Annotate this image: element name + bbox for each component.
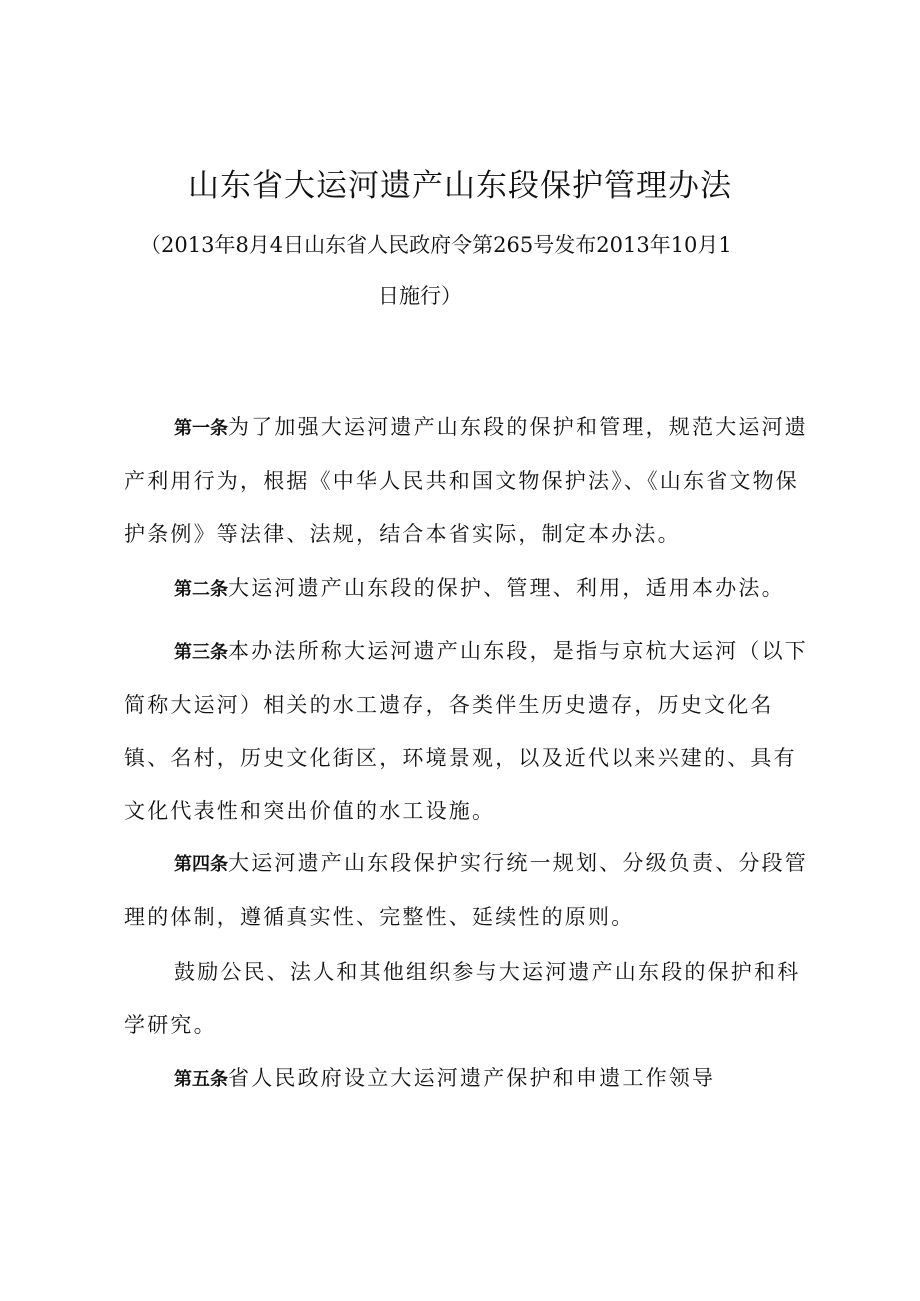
article-text: 大运河遗产山东段的保护、管理、利用，适用本办法。	[228, 576, 785, 600]
article-number: 第四条	[174, 854, 228, 875]
subtitle-line-2: 日施行）	[378, 284, 462, 308]
article-number: 第五条	[174, 1069, 228, 1090]
article-text: 本办法所称大运河遗产山东段，是指与京杭大运河（以下简称大运河）相关的水工遗存，各类伴生历史遗存，历史文化名镇、名村，历史文化街区，环境景观，以及近代以来兴建的、具有文化代表性和突出价值的水工设施。	[124, 639, 808, 823]
article-4	[124, 837, 814, 944]
document-subtitle	[140, 220, 820, 322]
article-number: 第一条	[174, 418, 228, 439]
article-text: 省人民政府设立大运河遗产保护和申遗工作领导	[228, 1066, 716, 1090]
article-number: 第二条	[174, 579, 228, 600]
article-text: 大运河遗产山东段保护实行统一规划、分级负责、分段管理的体制，遵循真实性、完整性、延续性的原则。	[124, 851, 808, 929]
article-3	[124, 625, 814, 838]
article-text: 为了加强大运河遗产山东段的保护和管理，规范大运河遗产利用行为，根据《中华人民共和国文物保护法》、《山东省文物保护条例》等法律、法规，结合本省实际，制定本办法。	[124, 415, 808, 546]
document-title: 山东省大运河遗产山东段保护管理办法	[188, 168, 732, 204]
article-text: 鼓励公民、法人和其他组织参与大运河遗产山东段的保护和科学研究。	[124, 960, 801, 1037]
article-number: 第三条	[174, 642, 228, 663]
subtitle-line-1: （2013年8月4日山东省人民政府令第265号发布2013年10月1	[140, 233, 732, 257]
article-1	[124, 401, 814, 561]
article-5	[124, 1052, 814, 1106]
article-4-paragraph-2	[124, 946, 814, 1052]
article-2	[124, 562, 814, 616]
